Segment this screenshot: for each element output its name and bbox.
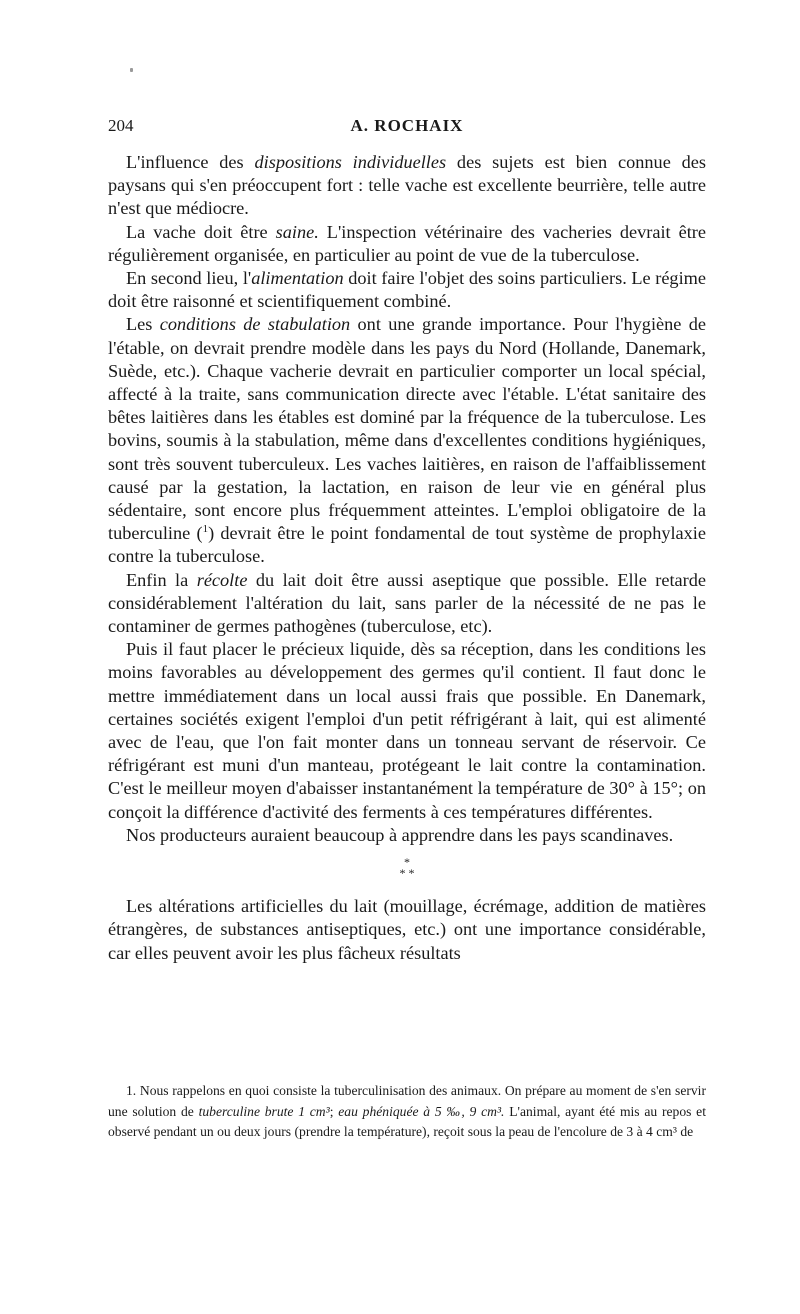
paragraph-recolte <box>108 569 706 639</box>
italic-term: conditions de stabulation <box>159 314 351 335</box>
text-run: ; <box>329 1103 339 1119</box>
text-run: des sujets est bien connue des paysans qui s'en préoccupent fort : telle vache est excellente beurrière, telle autre n'est que médiocre. <box>108 152 707 219</box>
italic-term: récolte <box>196 569 248 590</box>
footnotes <box>108 1081 706 1143</box>
text-run: Les <box>126 314 160 335</box>
text-run: Enfin la <box>126 569 197 590</box>
text-run: 1. Nous rappelons en quoi consiste la tuberculinisation des animaux. On prépare au moment de s'en servir une solution de <box>108 1083 706 1119</box>
running-head <box>108 116 706 140</box>
paragraph-refrigerant: Puis il faut placer le précieux liquide, dès sa réception, dans les conditions les moins favorables au développement des germes qu'il contient. Il faut donc le mettre immédiatement dans un local aussi frais que possible. En Danemark, certaines sociétés exigent l'emploi d'un petit réfrigérant à lait, qui est alimenté avec de l'eau, que l'on fait monter dans un tonneau servant de réservoir. Ce réfrigérant est muni d'un manteau, protégeant le lait contre la contamination. C'est le meilleur moyen d'abaisser instantanément la température de 30° à 15°; on conçoit la différence d'activité des ferments à ces températures différentes. <box>108 639 706 822</box>
scan-speck <box>130 68 133 72</box>
paragraph-saine <box>108 221 706 267</box>
text-run: L'animal, ayant été mis au repos et observé pendant un ou deux jours (prendre la température), reçoit sous la peau de l'encolure de 3 à 4 cm³ de <box>108 1103 706 1139</box>
paragraph-alterations: Les altérations artificielles du lait (mouillage, écrémage, addition de matières étrangères, de substances antiseptiques, etc.) ont une importance considérable, car elles peuvent avoir les plus fâcheux résultats <box>108 896 706 963</box>
asterism <box>108 857 706 879</box>
italic-term: saine. <box>275 221 319 242</box>
paragraph-stabulation <box>108 313 706 568</box>
running-title: A. ROCHAIX <box>350 116 464 135</box>
paragraph-scandinaves: Nos producteurs auraient beaucoup à apprendre dans les pays scandinaves. <box>126 824 674 845</box>
asterism-top: * <box>404 855 410 870</box>
text-run: La vache doit être <box>126 221 276 242</box>
paragraph-alimentation <box>108 267 706 313</box>
italic-term: tuberculine brute 1 cm³ <box>198 1103 330 1119</box>
text-run: L'influence des <box>126 152 255 172</box>
footnote-1 <box>108 1081 706 1143</box>
italic-term: eau phéniquée à 5 ‰, 9 cm³. <box>338 1103 505 1119</box>
asterism-bottom: * * <box>399 866 415 881</box>
italic-term: alimentation <box>251 268 344 289</box>
footnote-reference[interactable]: 1 <box>202 523 209 536</box>
text-run: ) devrait être le point fondamental de tout système de prophylaxie contre la tuberculose. <box>108 523 707 567</box>
paragraph-dispositions <box>108 151 706 221</box>
text-run: L'inspection vétérinaire des vacheries devrait être régulièrement organisée, en particulier au point de vue de la tuberculose. <box>108 221 706 265</box>
text-run: doit faire l'objet des soins particuliers. Le régime doit être raisonné et scientifiquement combiné. <box>108 268 706 312</box>
text-run: ont une grande importance. Pour l'hygiène de l'étable, on devrait prendre modèle dans les pays du Nord (Hollande, Danemark, Suède, etc.). Chaque vacherie devrait en particulier comporter un local spécial, affecté à la traite, sans communication directe avec l'étable. L'état sanitaire des bêtes laitières dans les étables est dominé par la fréquence de la tuberculose. Les bovins, soumis à la stabulation, même dans d'excellentes conditions hygiéniques, sont très souvent tuberculeux. Les vaches laitières, en raison de l'affaiblissement causé par la gestation, la lactation, en raison de leur vie en général plus sédentaire, sont encore plus fréquemment atteintes. L'emploi obligatoire de la tuberculine ( <box>108 314 707 544</box>
text-run: En second lieu, l' <box>126 268 252 289</box>
italic-term: dispositions individuelles <box>254 152 447 172</box>
body-text <box>108 151 706 965</box>
text-run: du lait doit être aussi aseptique que possible. Elle retarde considérablement l'altération du lait, sans parler de la nécessité de ne pas le contaminer de germes pathogènes (tuberculose, etc). <box>108 569 707 637</box>
page-number: 204 <box>108 116 134 135</box>
